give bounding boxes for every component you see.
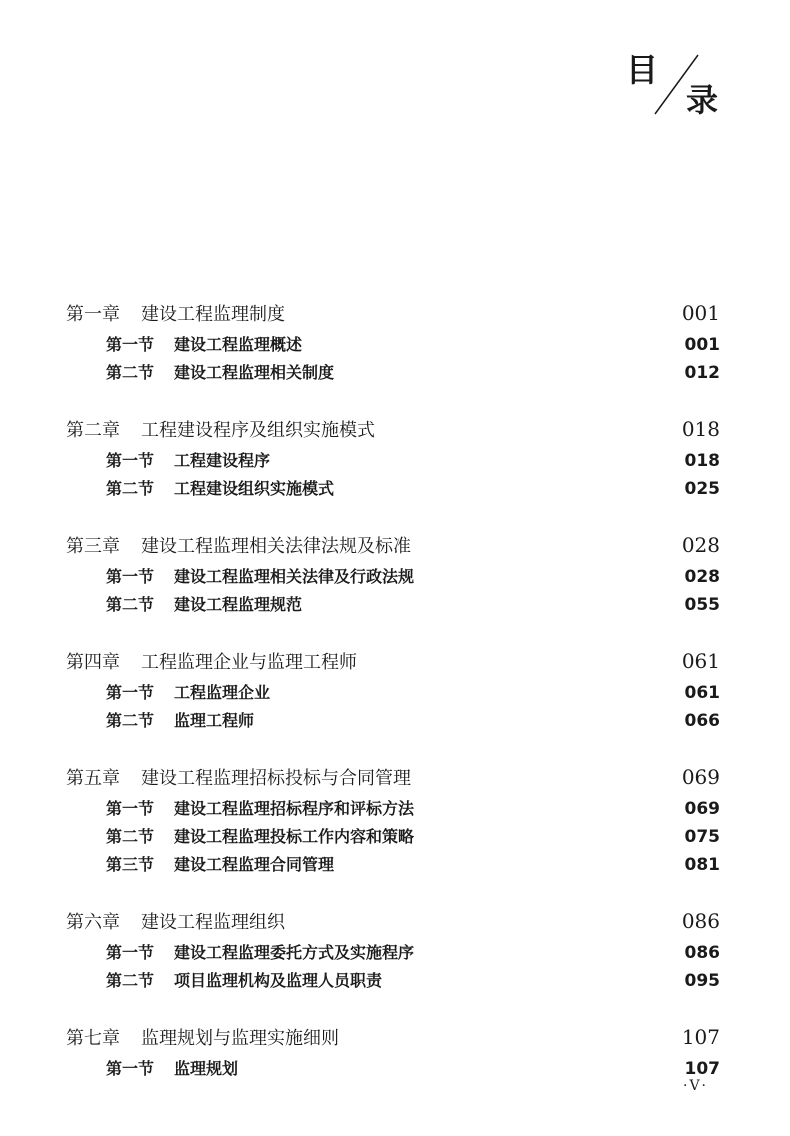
section-number: 第二节 bbox=[106, 711, 155, 730]
section-label bbox=[106, 476, 334, 499]
table-of-contents bbox=[66, 300, 720, 1112]
section-label bbox=[106, 332, 302, 355]
chapter-title: 建设工程监理组织 bbox=[141, 912, 285, 933]
chapter-block bbox=[66, 764, 720, 880]
section-page-number: 028 bbox=[684, 567, 720, 587]
chapter-page-number: 018 bbox=[681, 417, 720, 441]
section-number: 第三节 bbox=[106, 855, 155, 874]
chapter-block bbox=[66, 532, 720, 620]
section-row[interactable] bbox=[66, 448, 720, 476]
section-label bbox=[106, 1056, 238, 1079]
section-number: 第二节 bbox=[106, 479, 155, 498]
chapter-block bbox=[66, 648, 720, 736]
section-label bbox=[106, 796, 414, 819]
section-page-number: 001 bbox=[684, 335, 720, 355]
chapter-page-number: 028 bbox=[681, 533, 720, 557]
chapter-block bbox=[66, 1024, 720, 1084]
section-label bbox=[106, 852, 334, 875]
section-title: 工程监理企业 bbox=[174, 683, 271, 702]
chapter-number: 第五章 bbox=[66, 768, 120, 789]
chapter-label bbox=[66, 532, 411, 558]
chapter-block bbox=[66, 416, 720, 504]
section-page-number: 066 bbox=[684, 711, 720, 731]
section-row[interactable] bbox=[66, 968, 720, 996]
section-number: 第二节 bbox=[106, 595, 155, 614]
section-number: 第一节 bbox=[106, 567, 155, 586]
section-number: 第一节 bbox=[106, 943, 155, 962]
chapter-page-number: 001 bbox=[681, 301, 720, 325]
section-title: 建设工程监理投标工作内容和策略 bbox=[174, 827, 415, 846]
section-row[interactable] bbox=[66, 708, 720, 736]
chapter-label bbox=[66, 648, 357, 674]
section-page-number: 025 bbox=[684, 479, 720, 499]
chapter-page-number: 086 bbox=[681, 909, 720, 933]
section-page-number: 086 bbox=[684, 943, 720, 963]
section-row[interactable] bbox=[66, 1056, 720, 1084]
section-title: 建设工程监理相关法律及行政法规 bbox=[174, 567, 415, 586]
section-page-number: 107 bbox=[684, 1059, 720, 1079]
section-title: 建设工程监理合同管理 bbox=[174, 855, 335, 874]
section-number: 第二节 bbox=[106, 363, 155, 382]
chapter-row[interactable] bbox=[66, 416, 720, 448]
section-label bbox=[106, 448, 270, 471]
section-title: 建设工程监理招标程序和评标方法 bbox=[174, 799, 415, 818]
section-page-number: 075 bbox=[684, 827, 720, 847]
section-label bbox=[106, 564, 414, 587]
chapter-row[interactable] bbox=[66, 1024, 720, 1056]
chapter-row[interactable] bbox=[66, 764, 720, 796]
chapter-block bbox=[66, 300, 720, 388]
section-title: 建设工程监理概述 bbox=[174, 335, 303, 354]
section-number: 第一节 bbox=[106, 1059, 155, 1078]
chapter-number: 第二章 bbox=[66, 420, 120, 441]
title-char-mu: 目 bbox=[626, 51, 659, 89]
chapter-row[interactable] bbox=[66, 532, 720, 564]
section-row[interactable] bbox=[66, 564, 720, 592]
chapter-label bbox=[66, 416, 375, 442]
section-label bbox=[106, 680, 270, 703]
section-page-number: 012 bbox=[684, 363, 720, 383]
chapter-title: 建设工程监理招标投标与合同管理 bbox=[141, 768, 411, 789]
section-label bbox=[106, 824, 414, 847]
chapter-title: 工程监理企业与监理工程师 bbox=[141, 652, 357, 673]
section-label bbox=[106, 708, 254, 731]
section-title: 建设工程监理委托方式及实施程序 bbox=[174, 943, 415, 962]
section-page-number: 055 bbox=[684, 595, 720, 615]
section-page-number: 061 bbox=[684, 683, 720, 703]
chapter-row[interactable] bbox=[66, 300, 720, 332]
section-row[interactable] bbox=[66, 680, 720, 708]
chapter-row[interactable] bbox=[66, 908, 720, 940]
section-row[interactable] bbox=[66, 332, 720, 360]
section-row[interactable] bbox=[66, 824, 720, 852]
chapter-row[interactable] bbox=[66, 648, 720, 680]
section-title: 监理工程师 bbox=[174, 711, 255, 730]
chapter-number: 第六章 bbox=[66, 912, 120, 933]
chapter-number: 第一章 bbox=[66, 304, 120, 325]
page-title bbox=[620, 50, 730, 120]
section-title: 工程建设组织实施模式 bbox=[174, 479, 335, 498]
section-row[interactable] bbox=[66, 360, 720, 388]
chapter-block bbox=[66, 908, 720, 996]
section-page-number: 095 bbox=[684, 971, 720, 991]
section-page-number: 081 bbox=[684, 855, 720, 875]
section-row[interactable] bbox=[66, 476, 720, 504]
section-number: 第一节 bbox=[106, 335, 155, 354]
section-number: 第二节 bbox=[106, 971, 155, 990]
chapter-label bbox=[66, 764, 411, 790]
chapter-title: 工程建设程序及组织实施模式 bbox=[141, 420, 375, 441]
chapter-page-number: 069 bbox=[681, 765, 720, 789]
section-title: 建设工程监理相关制度 bbox=[174, 363, 335, 382]
chapter-page-number: 107 bbox=[681, 1025, 720, 1049]
section-row[interactable] bbox=[66, 592, 720, 620]
title-char-lu: 录 bbox=[686, 81, 719, 119]
section-title: 建设工程监理规范 bbox=[174, 595, 303, 614]
chapter-label bbox=[66, 1024, 339, 1050]
page-number: ·V· bbox=[683, 1078, 709, 1094]
chapter-page-number: 061 bbox=[681, 649, 720, 673]
chapter-title: 建设工程监理相关法律法规及标准 bbox=[141, 536, 411, 557]
section-label bbox=[106, 968, 382, 991]
section-row[interactable] bbox=[66, 940, 720, 968]
section-label bbox=[106, 940, 414, 963]
chapter-number: 第三章 bbox=[66, 536, 120, 557]
section-number: 第一节 bbox=[106, 683, 155, 702]
section-number: 第一节 bbox=[106, 451, 155, 470]
chapter-title: 建设工程监理制度 bbox=[141, 304, 285, 325]
section-page-number: 018 bbox=[684, 451, 720, 471]
chapter-label bbox=[66, 908, 285, 934]
section-number: 第一节 bbox=[106, 799, 155, 818]
chapter-number: 第七章 bbox=[66, 1028, 120, 1049]
chapter-label bbox=[66, 300, 285, 326]
section-number: 第二节 bbox=[106, 827, 155, 846]
section-row[interactable] bbox=[66, 852, 720, 880]
section-label bbox=[106, 360, 334, 383]
section-row[interactable] bbox=[66, 796, 720, 824]
chapter-title: 监理规划与监理实施细则 bbox=[141, 1028, 339, 1049]
section-title: 工程建设程序 bbox=[174, 451, 271, 470]
section-page-number: 069 bbox=[684, 799, 720, 819]
chapter-number: 第四章 bbox=[66, 652, 120, 673]
section-label bbox=[106, 592, 302, 615]
section-title: 项目监理机构及监理人员职责 bbox=[174, 971, 383, 990]
section-title: 监理规划 bbox=[174, 1059, 239, 1078]
